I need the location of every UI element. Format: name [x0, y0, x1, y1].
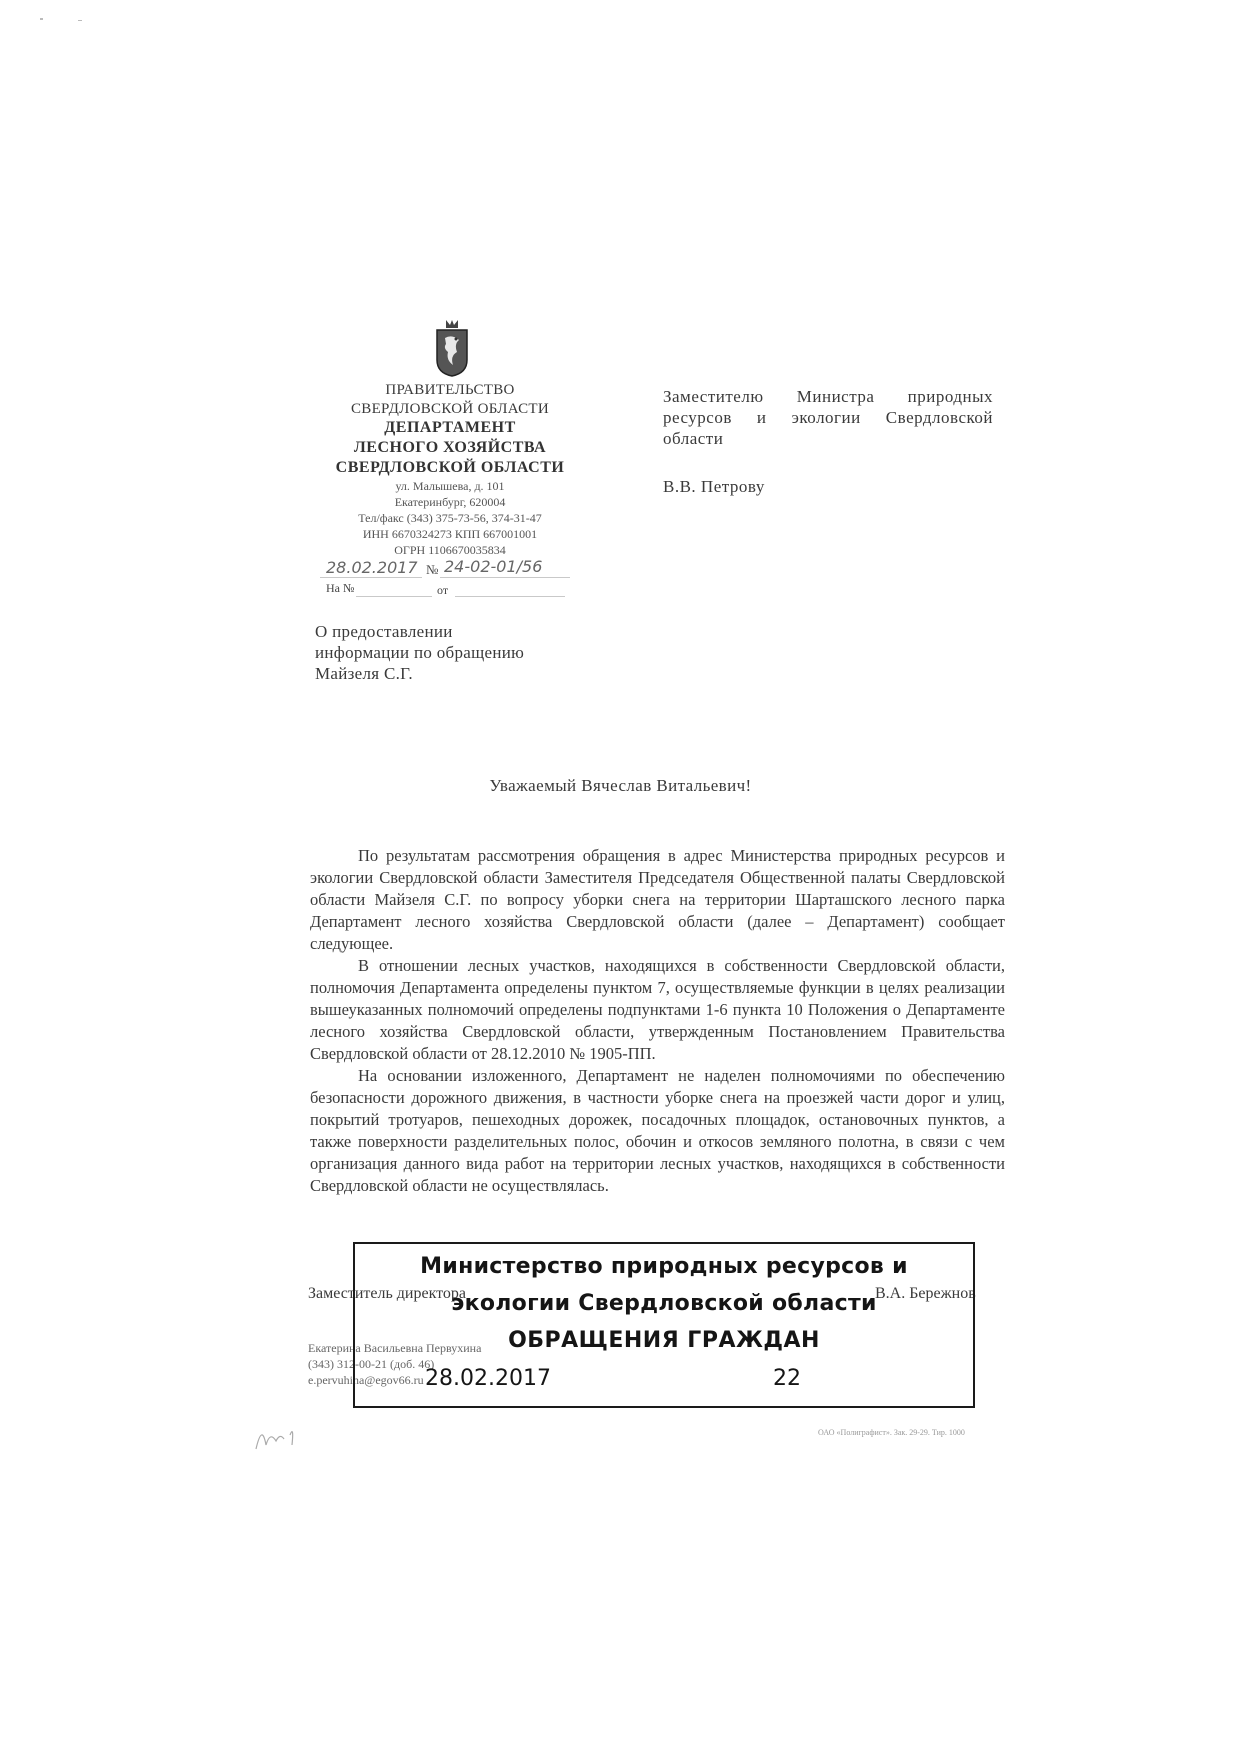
letter-body — [310, 845, 1005, 1197]
reference-date-underline — [455, 596, 565, 597]
reference-label: На № — [326, 581, 355, 595]
salutation: Уважаемый Вячеслав Витальевич! — [489, 776, 752, 795]
letterhead-line: ЛЕСНОГО ХОЗЯЙСТВА — [353, 439, 547, 456]
body-paragraph: На основании изложенного, Департамент не наделен полномочиями по обеспечению безопасности дорожного движения, в частности уборке снега на проезжей части дорог и улиц, покрытий тротуаров, пешеходных дорожек, посадочных площадок, остановочных пунктов, а также поверхности разделительных полос, обочин и откосов земляного полотна, в связи с чем организация данного вида работ на территории лесных участков, находящихся в собственности Свердловской области не осуществлялась. — [310, 1066, 1005, 1195]
executor-phone: (343) 312-00-21 (доб. 46) — [308, 1357, 435, 1371]
address-line: ИНН 6670324273 КПП 667001001 — [362, 527, 538, 541]
number-underline — [440, 577, 570, 578]
address-line: ул. Малышева, д. 101 — [395, 479, 505, 493]
signatory-name: В.А. Бережнов — [875, 1285, 976, 1302]
letterhead-address — [320, 478, 580, 558]
addressee-name: В.В. Петрову — [663, 477, 765, 496]
body-paragraph: В отношении лесных участков, находящихся в собственности Свердловской области, полномочия Департамента определены пунктом 7, осуществляемые функции в целях реализации вышеуказанных полномочий определены подпунктами 1-6 пункта 10 Положения о Департаменте лесного хозяйства Свердловской области, утвержденным Постановлением Правительства Свердловской области от 28.12.2010 № 1905-ПП. — [310, 956, 1005, 1063]
subject-line: Майзеля С.Г. — [315, 664, 413, 683]
letterhead-government — [320, 381, 580, 419]
outgoing-number: 24-02-01/56 — [444, 557, 543, 576]
letterhead-line: ПРАВИТЕЛЬСТВО — [385, 382, 515, 398]
stamp-line: экологии Свердловской области — [451, 1291, 877, 1316]
scan-speck — [78, 20, 82, 21]
address-line: Екатеринбург, 620004 — [394, 495, 506, 509]
subject-line: информации по обращению — [315, 643, 525, 662]
stamp-number: 22 — [773, 1366, 801, 1391]
signatory-title: Заместитель директора — [308, 1285, 467, 1302]
outgoing-date: 28.02.2017 — [326, 558, 418, 577]
date-underline — [320, 577, 422, 578]
addressee-position: Заместителю Министра природных ресурсов и экологии Свердловской области — [663, 387, 993, 448]
reference-from-label: от — [437, 583, 449, 597]
subject-line: О предоставлении — [315, 622, 453, 641]
scan-speck — [40, 18, 43, 20]
address-line: Тел/факс (343) 375-73-56, 374-31-47 — [358, 511, 542, 525]
executor-name: Екатерина Васильевна Первухина — [308, 1341, 482, 1355]
letterhead-department — [320, 418, 580, 478]
stamp-date: 28.02.2017 — [425, 1366, 551, 1391]
registration-stamp — [353, 1242, 975, 1408]
printer-footer: ОАО «Полиграфист». Зак. 29-29. Тир. 1000 — [818, 1428, 965, 1437]
executor-email: e.pervuhina@egov66.ru — [308, 1373, 424, 1387]
letterhead-line: ДЕПАРТАМЕНТ — [384, 419, 516, 436]
coat-of-arms-emblem — [432, 318, 472, 378]
letter-subject — [315, 621, 575, 684]
number-symbol: № — [426, 562, 439, 577]
body-paragraph: По результатам рассмотрения обращения в адрес Министерства природных ресурсов и экологии Свердловской области Заместителя Председателя Общественной палаты Свердловской области Майзеля С.Г. по вопросу уборки снега на территории Шарташского лесного парка Департамент лесного хозяйства Свердловской области (далее – Департамент) сообщает следующее. — [310, 846, 1005, 953]
reference-underline — [356, 596, 432, 597]
handwritten-initials — [252, 1415, 312, 1455]
letterhead-line: СВЕРДЛОВСКОЙ ОБЛАСТИ — [350, 401, 549, 417]
stamp-line: ОБРАЩЕНИЯ ГРАЖДАН — [508, 1328, 820, 1353]
letterhead-line: СВЕРДЛОВСКОЙ ОБЛАСТИ — [335, 459, 565, 476]
address-line: ОГРН 1106670035834 — [394, 543, 506, 557]
stamp-line: Министерство природных ресурсов и — [420, 1254, 908, 1279]
